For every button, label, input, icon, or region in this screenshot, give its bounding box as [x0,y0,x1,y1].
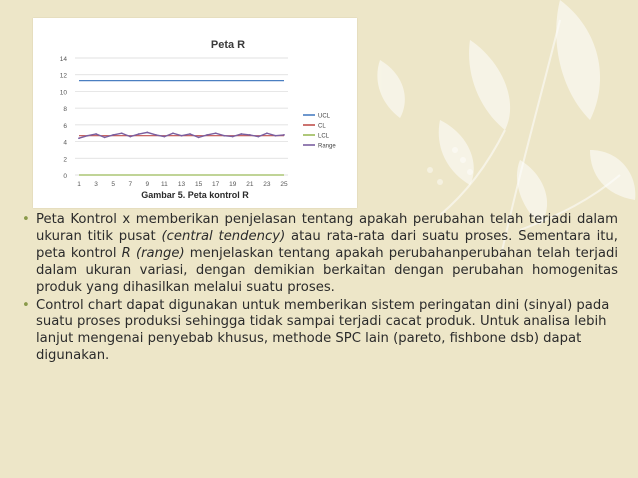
bullet-item [22,212,618,297]
range-point [146,131,148,133]
range-point [87,135,89,137]
range-point [172,132,174,134]
range-point [129,136,131,138]
range-point [240,133,242,135]
range-point [112,134,114,136]
y-tick-label: 10 [59,89,67,97]
bullet-text: menjelaskan tentang apakah perubahanperubahan telah terjadi dalam ukuran variasi, dengan demikian berkaitan dengan perubahan homogenitas produk yang dihasilkan melalui suatu proses. [36,245,618,295]
x-tick-label: 23 [263,181,271,188]
range-point [181,135,183,137]
range-point [275,135,277,137]
range-point [232,136,234,138]
x-tick-label: 19 [229,181,237,188]
bullet-mark: • [22,212,30,227]
y-tick-label: 6 [63,122,67,130]
x-tick-label: 7 [128,181,133,188]
bullet-list [22,212,618,365]
bullet-item [22,298,618,366]
legend-entry: Range [318,143,336,150]
range-point [78,137,80,139]
legend-entry: CL [318,123,326,130]
legend-entry: LCL [318,133,330,140]
chart-figure [33,18,357,208]
bullet-text: atau rata-rata dari suatu proses. Sementara itu, peta kontrol [36,228,618,261]
x-tick-label: 15 [194,181,203,188]
chart-title: Peta R [210,39,246,51]
range-point [266,132,268,134]
x-tick-label: 13 [177,181,186,188]
y-tick-label: 4 [63,139,67,147]
x-tick-label: 5 [111,181,115,188]
range-point [155,134,157,136]
x-tick-label: 1 [77,181,81,188]
range-point [104,136,106,138]
x-tick-label: 25 [280,181,288,188]
figure-caption: Gambar 5. Peta kontrol R [141,190,249,200]
range-point [206,134,208,136]
range-point [215,132,217,134]
x-tick-label: 11 [161,181,168,188]
bullet-italic-term: R (range) [121,245,185,261]
range-point [198,136,200,138]
bullet-mark: • [22,297,30,313]
range-point [95,133,97,135]
y-tick-label: 0 [63,173,67,180]
y-tick-label: 12 [59,72,67,80]
y-tick-label: 2 [63,156,67,164]
range-point [223,135,225,137]
legend-entry: UCL [318,113,331,120]
x-tick-label: 3 [94,181,98,188]
peta-r-chart [33,18,357,208]
y-tick-label: 8 [63,106,67,114]
range-point [121,132,123,134]
bullet-text: Control chart dapat digunakan untuk memberikan sistem peringatan dini (sinyal) pada suatu proses produksi sehingga tidak sampai terjadi cacat produk. Untuk analisa lebih lanjut mengenai penyebab khusus, methode SPC lain (pareto, fishbone dsb) dapat digunakan. [36,297,610,364]
x-tick-label: 21 [246,181,254,188]
range-point [257,136,259,138]
x-tick-label: 17 [212,181,220,188]
range-point [164,136,166,138]
bullet-italic-term: (central tendency) [161,228,286,244]
y-tick-label: 14 [59,56,67,63]
x-tick-label: 9 [145,181,150,188]
range-point [249,134,251,136]
range-point [138,133,140,135]
bullet-text: Peta Kontrol x memberikan penjelasan tentang apakah perubahan telah terjadi dalam ukuran titik pusat [36,212,618,244]
range-point [189,133,191,135]
range-point [283,134,285,136]
